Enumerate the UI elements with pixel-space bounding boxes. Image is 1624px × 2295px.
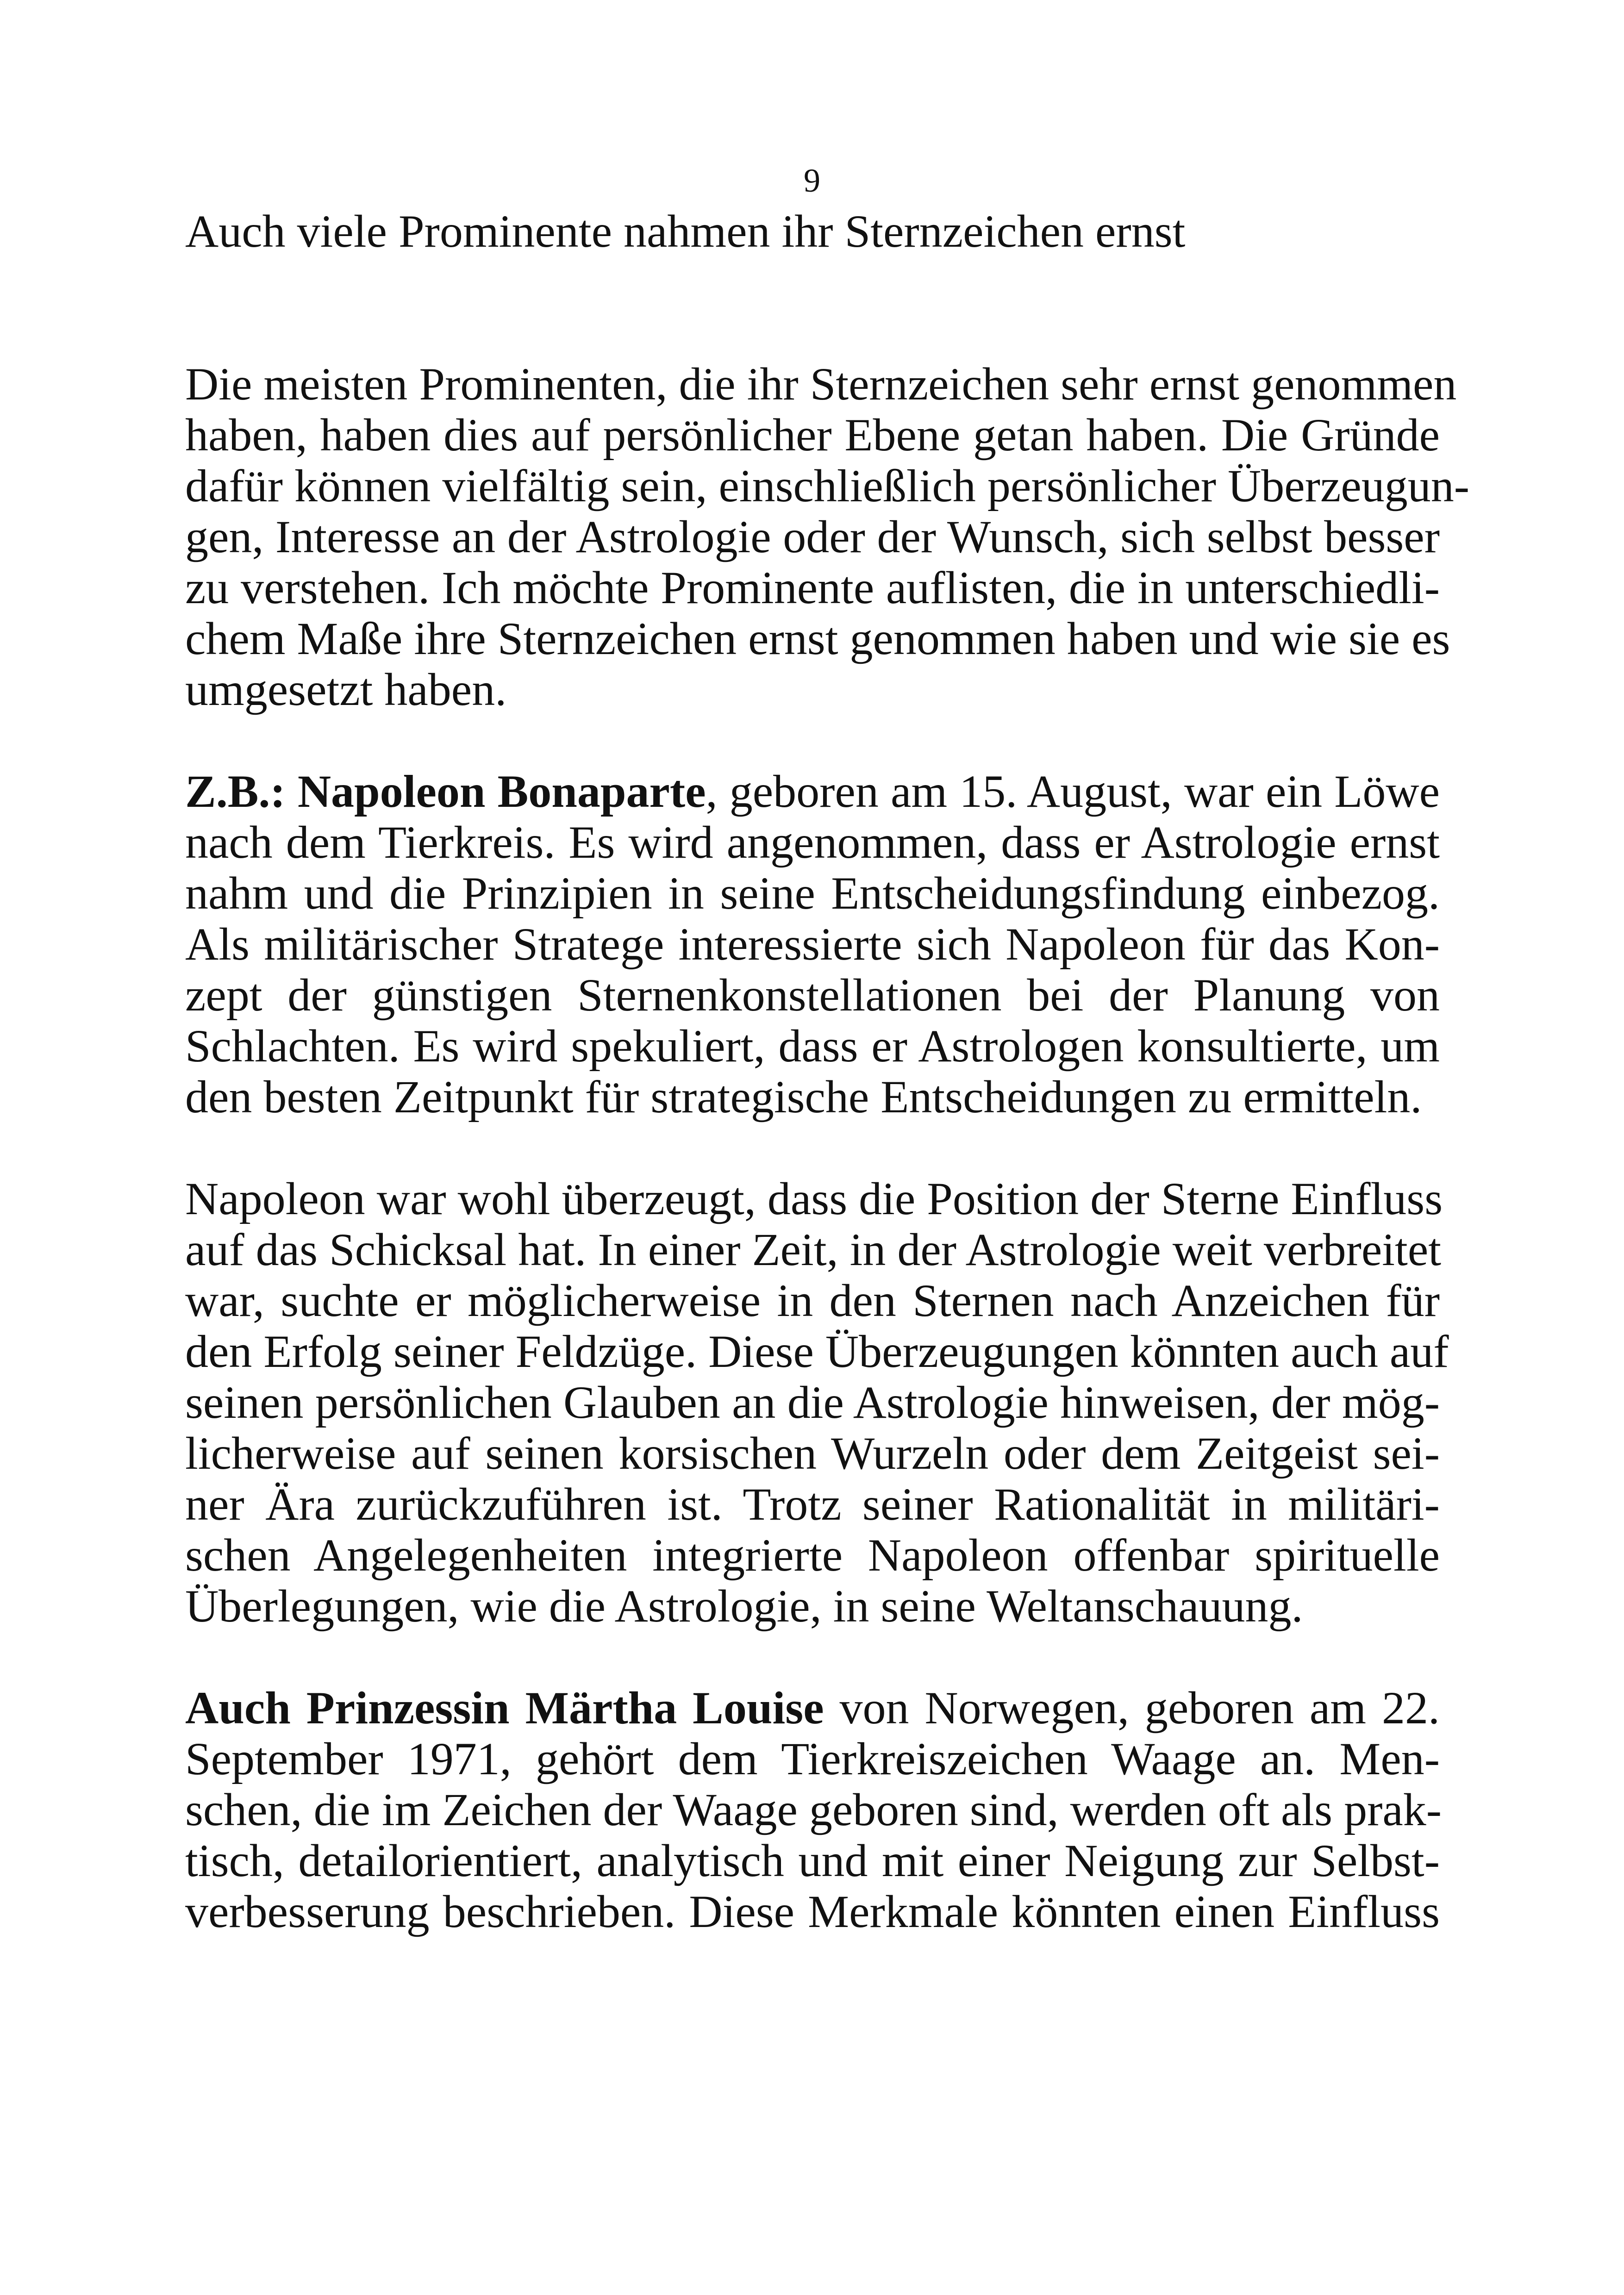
text-line: dafür können vielfältig sein, einschließlich persönlicher Überzeugun- (185, 460, 1470, 511)
page-number: 9 (804, 162, 820, 199)
paragraph-intro (185, 358, 1470, 715)
lead-rest: von Norwegen, geboren am 22. (824, 1682, 1440, 1734)
text-line: nach dem Tierkreis. Es wird angenommen, dass er Astrologie ernst (185, 817, 1440, 868)
text-line: Als militärischer Stratege interessierte sich Napoleon für das Kon- (185, 918, 1440, 970)
text-line: September 1971, gehört dem Tierkreiszeichen Waage an. Men- (185, 1733, 1440, 1784)
text-line: ner Ära zurückzuführen ist. Trotz seiner Rationalität in militäri- (185, 1478, 1440, 1530)
text-line: haben, haben dies auf persönlicher Ebene getan haben. Die Gründe (185, 409, 1440, 461)
text-line: Napoleon war wohl überzeugt, dass die Position der Sterne Einfluss (185, 1173, 1443, 1224)
text-line: zept der günstigen Sternenkonstellationen bei der Planung von (185, 969, 1440, 1021)
text-line: nahm und die Prinzipien in seine Entscheidungsfindung einbezog. (185, 867, 1440, 919)
text-line: zu verstehen. Ich möchte Prominente auflisten, die in unterschiedli- (185, 562, 1440, 613)
paragraph-maertha-louise (185, 1683, 1440, 1937)
page-content (185, 206, 1470, 1988)
text-line: den besten Zeitpunkt für strategische Entscheidungen zu ermitteln. (185, 1071, 1422, 1123)
text-line: tisch, detailorientiert, analytisch und mit einer Neigung zur Selbst- (185, 1835, 1440, 1886)
text-line: chem Maße ihre Sternzeichen ernst genommen haben und wie sie es (185, 613, 1450, 664)
text-line: Schlachten. Es wird spekuliert, dass er Astrologen konsultierte, um (185, 1020, 1440, 1072)
text-line: umgesetzt haben. (185, 664, 507, 715)
text-line: auf das Schicksal hat. In einer Zeit, in der Astrologie weit verbreitet (185, 1224, 1441, 1275)
text-line: gen, Interesse an der Astrologie oder der Wunsch, sich selbst besser (185, 511, 1440, 562)
text-line: schen Angelegenheiten integrierte Napoleon offenbar spirituelle (185, 1529, 1440, 1581)
text-line: war, suchte er möglicherweise in den Sternen nach Anzeichen für (185, 1275, 1440, 1326)
text-line: verbesserung beschrieben. Diese Merkmale könnten einen Einfluss (185, 1886, 1440, 1937)
text-line (185, 1683, 1440, 1734)
text-line (185, 766, 1440, 817)
text-line: den Erfolg seiner Feldzüge. Diese Überzeugungen könnten auch auf (185, 1326, 1449, 1377)
paragraph-napoleon (185, 766, 1440, 1123)
bold-lead: Z.B.: Napoleon Bonaparte (185, 766, 706, 817)
text-line: schen, die im Zeichen der Waage geboren sind, werden oft als prak- (185, 1784, 1442, 1835)
text-line: Überlegungen, wie die Astrologie, in seine Weltanschauung. (185, 1580, 1303, 1632)
text-line: seinen persönlichen Glauben an die Astrologie hinweisen, der mög- (185, 1377, 1440, 1428)
section-heading: Auch viele Prominente nahmen ihr Sternzeichen ernst (185, 206, 1186, 257)
text-line: Die meisten Prominenten, die ihr Sternzeichen sehr ernst genommen (185, 358, 1457, 410)
bold-lead: Auch Prinzessin Märtha Louise (185, 1682, 824, 1734)
paragraph-napoleon-beliefs (185, 1173, 1449, 1632)
lead-rest: , geboren am 15. August, war ein Löwe (706, 766, 1440, 817)
text-line: licherweise auf seinen korsischen Wurzeln oder dem Zeitgeist sei- (185, 1428, 1440, 1479)
